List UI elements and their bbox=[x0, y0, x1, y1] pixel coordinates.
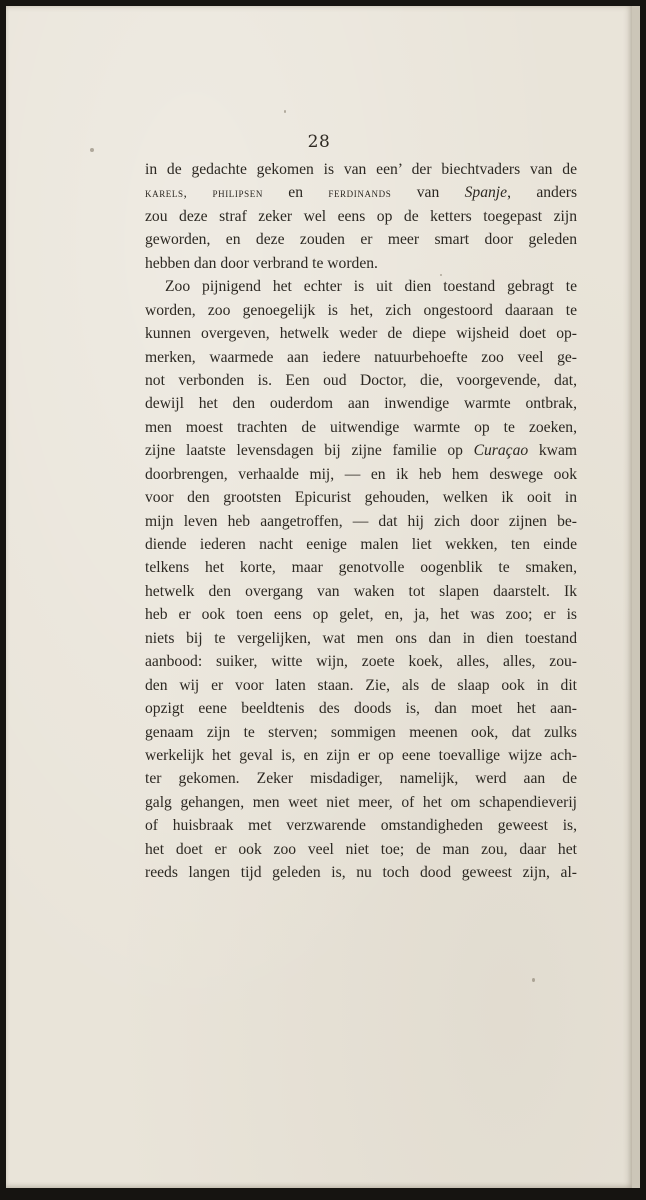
italic-text: Spanje bbox=[464, 184, 508, 202]
text-run: diende iederen nacht eenige malen liet wekken, ten einde bbox=[145, 536, 577, 553]
text-run: den wij er voor laten staan. Zie, als de slaap ook in dit bbox=[145, 676, 577, 694]
text-line bbox=[145, 392, 577, 415]
text-line bbox=[145, 580, 577, 603]
text-run: hebben dan door verbrand te worden. bbox=[145, 254, 378, 272]
text-run: doorbrengen, verhaalde mij, — en ik heb hem deswege ook bbox=[145, 465, 577, 483]
book-page bbox=[6, 6, 632, 1188]
text-line bbox=[145, 205, 577, 228]
text-run: merken, waarmede aan iedere natuurbehoefte zoo veel ge- bbox=[145, 348, 577, 366]
text-line bbox=[145, 416, 577, 439]
text-line bbox=[145, 275, 577, 298]
text-run: hetwelk den overgang van waken tot slapen daarstelt. Ik bbox=[145, 582, 577, 600]
text-run: aanbood: suiker, witte wijn, zoete koek, alles, alles, zou- bbox=[145, 653, 577, 671]
text-run: not verbonden is. Een oud Doctor, die, voorgevende, dat, bbox=[145, 371, 577, 389]
text-line bbox=[145, 369, 577, 392]
text-run: genaam zijn te sterven; sommigen meenen ook, dat zulks bbox=[145, 723, 577, 741]
text-line bbox=[145, 439, 577, 462]
text-run: Zoo pijnigend het echter is uit dien toestand gebragt te bbox=[165, 278, 577, 296]
paper-speck bbox=[284, 110, 286, 113]
text-line bbox=[145, 838, 577, 861]
text-run: voor den grootsten Epicurist gehouden, welken ik ooit in bbox=[145, 489, 577, 507]
body-text bbox=[145, 158, 577, 885]
text-line bbox=[145, 463, 577, 486]
text-run: kunnen overgeven, hetwelk weder de diepe wijsheid doet op- bbox=[145, 325, 577, 343]
text-line bbox=[145, 252, 577, 275]
text-line bbox=[145, 322, 577, 345]
text-run: mijn leven heb aangetroffen, — dat hij zich door zijnen be- bbox=[145, 512, 577, 530]
text-line bbox=[145, 791, 577, 814]
text-line bbox=[145, 627, 577, 650]
text-run: worden, zoo genoegelijk is het, zich ongestoord daaraan te bbox=[145, 301, 577, 319]
page-number: 28 bbox=[307, 132, 331, 152]
text-line bbox=[145, 767, 577, 790]
text-line bbox=[145, 556, 577, 579]
text-run: opzigt eene beeldtenis des doods is, dan moet het aan- bbox=[145, 700, 577, 718]
text-run: heb er ook toen eens op gelet, en, ja, het was zoo; er is bbox=[145, 606, 577, 624]
text-run: , anders bbox=[507, 184, 578, 202]
text-run: werkelijk het geval is, en zijn er op eene toevallige wijze ach- bbox=[145, 746, 577, 764]
text-run: reeds langen tijd geleden is, nu toch dood geweest zijn, al- bbox=[145, 864, 577, 882]
text-run: telkens het korte, maar genotvolle oogenblik te smaken, bbox=[145, 559, 577, 577]
text-line bbox=[145, 744, 577, 767]
text-line bbox=[145, 181, 577, 204]
text-run: van bbox=[391, 184, 465, 202]
text-line bbox=[145, 814, 577, 837]
text-run: of huisbraak met verzwarende omstandigheden geweest is, bbox=[145, 817, 577, 835]
text-line bbox=[145, 533, 577, 556]
text-run: geworden, en deze zouden er meer smart door geleden bbox=[145, 231, 577, 249]
page-edge bbox=[632, 6, 640, 1188]
text-run: men moest trachten de uitwendige warmte op te zoeken, bbox=[145, 418, 577, 436]
text-run: in de gedachte gekomen is van een’ der biechtvaders van de bbox=[145, 161, 577, 178]
text-line bbox=[145, 299, 577, 322]
paper-speck bbox=[532, 978, 535, 982]
text-run: zou deze straf zeker wel eens op de ketters toegepast zijn bbox=[145, 207, 577, 225]
text-line bbox=[145, 510, 577, 533]
small-caps-text: ferdinands bbox=[328, 186, 392, 201]
text-line bbox=[145, 486, 577, 509]
text-run: het doet er ook zoo veel niet toe; de man zou, daar het bbox=[145, 840, 577, 858]
text-line bbox=[145, 721, 577, 744]
text-run: dewijl het den ouderdom aan inwendige warmte ontbrak, bbox=[145, 395, 577, 413]
text-line bbox=[145, 697, 577, 720]
text-line bbox=[145, 674, 577, 697]
text-run: galg gehangen, men weet niet meer, of het om schapendieverij bbox=[145, 793, 577, 811]
text-line bbox=[145, 346, 577, 369]
text-line bbox=[145, 228, 577, 251]
text-line bbox=[145, 158, 577, 181]
text-line bbox=[145, 861, 577, 884]
text-run: zijne laatste levensdagen bij zijne familie op bbox=[145, 442, 474, 460]
small-caps-text: karels, philipsen bbox=[145, 186, 263, 201]
italic-text: Curaçao bbox=[473, 442, 529, 460]
text-run: kwam bbox=[528, 442, 577, 460]
text-run: niets bij te vergelijken, wat men ons dan in dien toestand bbox=[145, 629, 577, 647]
text-line bbox=[145, 650, 577, 673]
text-run: ter gekomen. Zeker misdadiger, namelijk, werd aan de bbox=[145, 770, 577, 788]
text-line bbox=[145, 603, 577, 626]
text-run: en bbox=[262, 184, 329, 202]
